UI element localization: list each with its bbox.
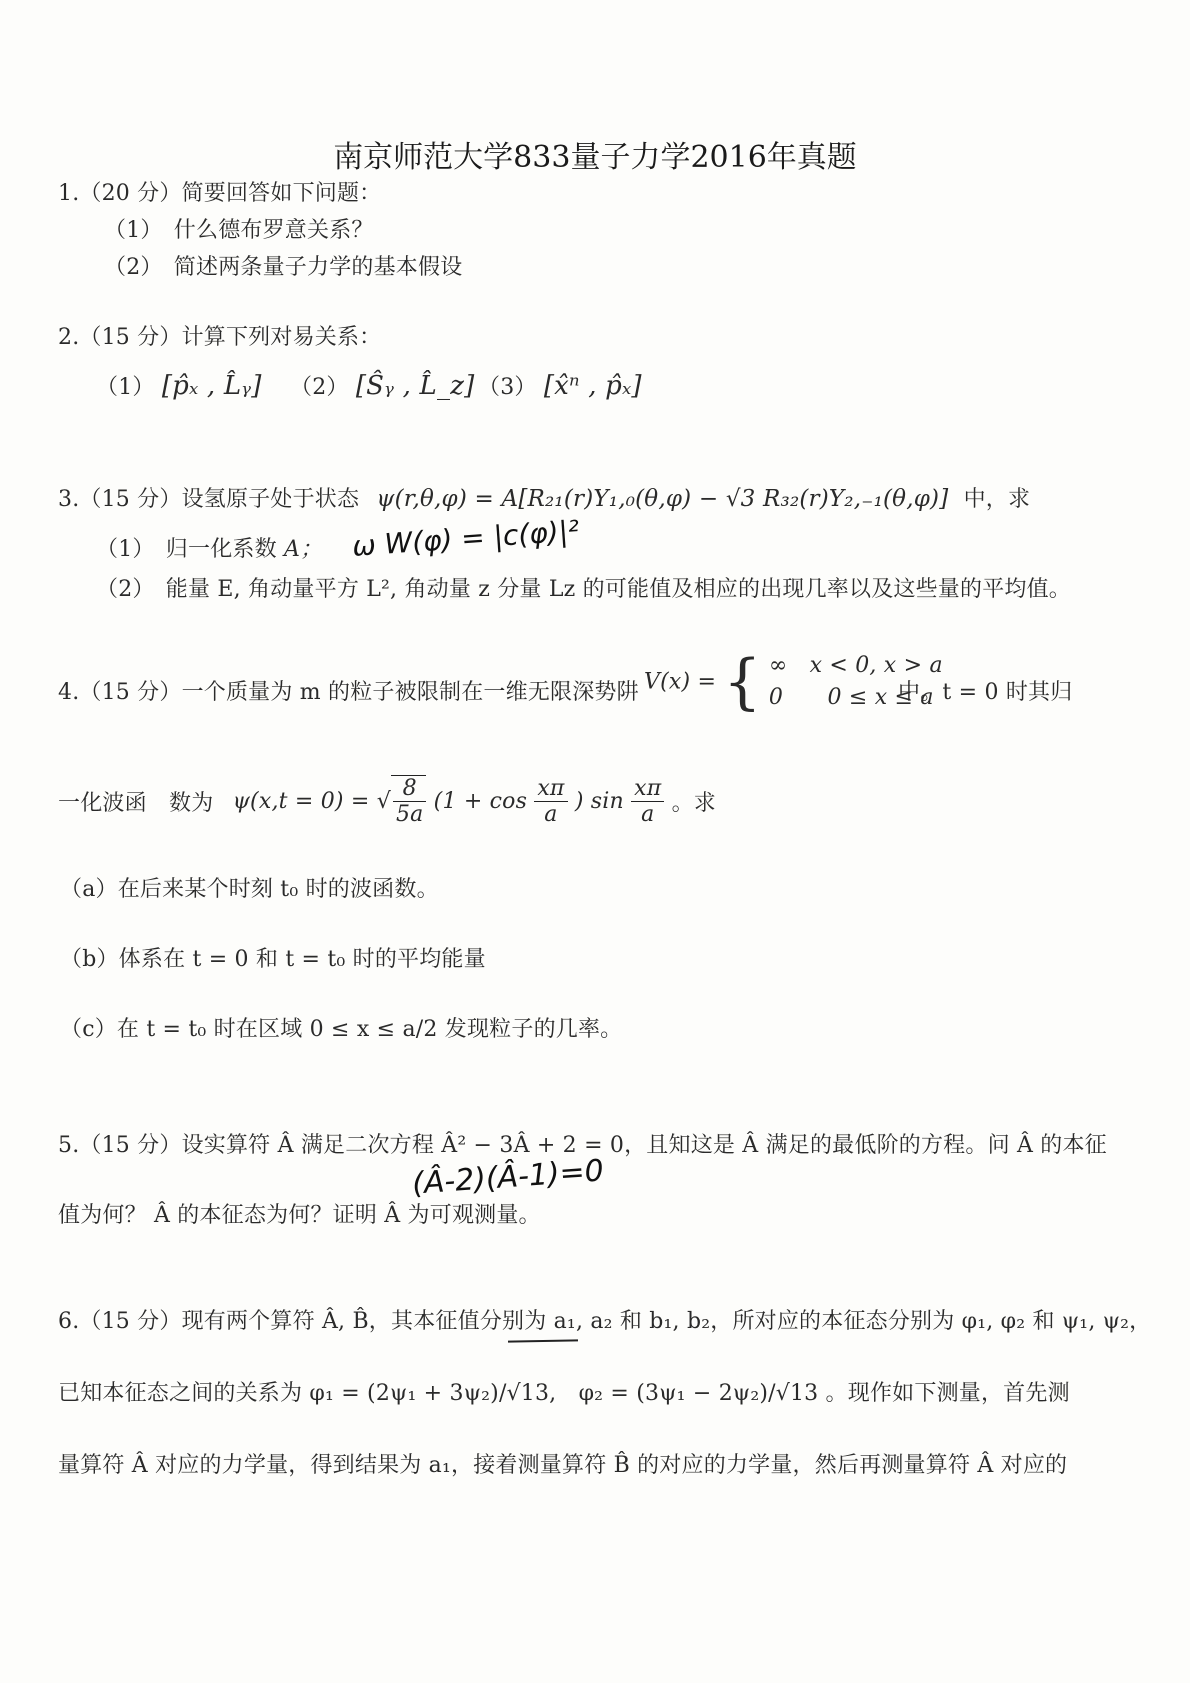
q4-mid1: (1 + cos xyxy=(433,789,528,814)
q4-part-c: （c）在 t = t₀ 时在区域 0 ≤ x ≤ a/2 发现粒子的几率。 xyxy=(60,1017,623,1042)
q4-potential-lhs: V(x) = xyxy=(644,669,717,695)
q4-brace: { xyxy=(723,647,762,717)
q3-part2: （2） 能量 E, 角动量平方 L², 角动量 z 分量 Lz 的可能值及相应的出现几率以及这些量的平均值。 xyxy=(96,577,1072,602)
q1-heading: 1.（20 分）简要回答如下问题： xyxy=(58,181,382,206)
q1-part2: （2） 简述两条量子力学的基本假设 xyxy=(104,255,463,280)
q2-part3-label: （3） xyxy=(478,375,537,400)
q4-frac-2 xyxy=(631,776,664,827)
q4-heading-tail: 中。t = 0 时其归 xyxy=(898,680,1073,705)
q2-part2-expr: [Ŝᵧ , L̂_z] xyxy=(355,371,475,401)
q2-heading: 2.（15 分）计算下列对易关系： xyxy=(58,325,382,350)
q2-part1 xyxy=(96,370,262,401)
page-title: 南京师范大学833量子力学2016年真题 xyxy=(333,140,857,175)
q1-part1: （1） 什么德布罗意关系？ xyxy=(104,218,374,243)
q4-frac-1-num: xπ xyxy=(534,776,567,802)
q4-psi0-lhs: ψ(x,t = 0) = xyxy=(232,789,370,814)
q4-line2-end: 。求 xyxy=(671,791,716,816)
q4-heading-text: 4.（15 分）一个质量为 m 的粒子被限制在一维无限深势阱 xyxy=(58,680,639,705)
q4-frac-1 xyxy=(534,776,567,827)
q4-frac-1-den: a xyxy=(544,802,558,827)
q6-line3: 量算符 Â 对应的力学量，得到结果为 a₁，接着测量算符 B̂ 的对应的力学量，然后再测量算符 Â 对应的 xyxy=(58,1453,1068,1478)
q3-wavefunction: ψ(r,θ,φ) = A[R₂₁(r)Y₁,₀(θ,φ) − √3 R₃₂(r)Y₂,₋₁(θ,φ)] xyxy=(376,486,949,512)
q2-part1-expr: [p̂ₓ , L̂ᵧ] xyxy=(161,371,262,401)
q4-heading xyxy=(58,675,639,706)
q2-part2 xyxy=(290,370,474,401)
q4-part-b: （b）体系在 t = 0 和 t = t₀ 时的平均能量 xyxy=(60,947,486,972)
q6-line2: 已知本征态之间的关系为 φ₁ = (2ψ₁ + 3ψ₂)/√13, φ₂ = (3ψ₁ − 2ψ₂)/√13 。现作如下测量，首先测 xyxy=(58,1381,1070,1406)
q6-line1: 6.（15 分）现有两个算符 Â, B̂，其本征值分别为 a₁, a₂ 和 b₁, b₂，所对应的本征态分别为 φ₁, φ₂ 和 ψ₁, ψ₂， xyxy=(58,1309,1152,1334)
q4-sqrt-num: 8 xyxy=(393,776,427,802)
q2-part3-expr: [x̂ⁿ , p̂ₓ] xyxy=(543,371,642,401)
q4-line2-head: 一化波函 数为 xyxy=(58,791,214,816)
q5-line2: 值为何？ Â 的本征态为何？证明 Â 为可观测量。 xyxy=(58,1203,541,1228)
q6-handwritten-underline xyxy=(508,1339,578,1342)
q4-sqrt-frac xyxy=(393,776,427,827)
q4-initial-wavefunction xyxy=(58,775,716,827)
q4-sqrt xyxy=(391,775,427,827)
q5-handwritten-note: (Â-2)(Â-1)=0 xyxy=(411,1153,605,1202)
q2-part2-label: （2） xyxy=(290,375,349,400)
q4-frac-2-num: xπ xyxy=(631,776,664,802)
q4-mid2: ) sin xyxy=(574,789,624,814)
q4-part-a: （a）在后来某个时刻 t₀ 时的波函数。 xyxy=(60,877,439,902)
q4-frac-2-den: a xyxy=(641,802,655,827)
q3-handwritten-note: ω W(φ) = |c(φ)|² xyxy=(351,514,581,563)
q4-sqrt-sign: √ xyxy=(376,789,391,814)
q3-heading xyxy=(58,482,1030,513)
q3-part1-text: （1） 归一化系数 xyxy=(96,537,277,562)
q4-case-1: ∞ x < 0, x > a xyxy=(768,653,943,678)
q4-sqrt-den: 5a xyxy=(395,802,424,827)
q4-case-2: 0 0 ≤ x ≤ a xyxy=(768,685,934,710)
q3-part1 xyxy=(96,532,322,563)
q3-heading-text: 3.（15 分）设氢原子处于状态 xyxy=(58,487,360,512)
q2-part3 xyxy=(478,370,642,401)
q3-part1-var: A； xyxy=(284,537,323,562)
q3-heading-tail: 中，求 xyxy=(963,487,1031,512)
q5-line1: 5.（15 分）设实算符 Â 满足二次方程 Â² − 3Â + 2 = 0，且知这是 Â 满足的最低阶的方程。问 Â 的本征 xyxy=(58,1133,1107,1158)
q2-part1-label: （1） xyxy=(96,375,155,400)
